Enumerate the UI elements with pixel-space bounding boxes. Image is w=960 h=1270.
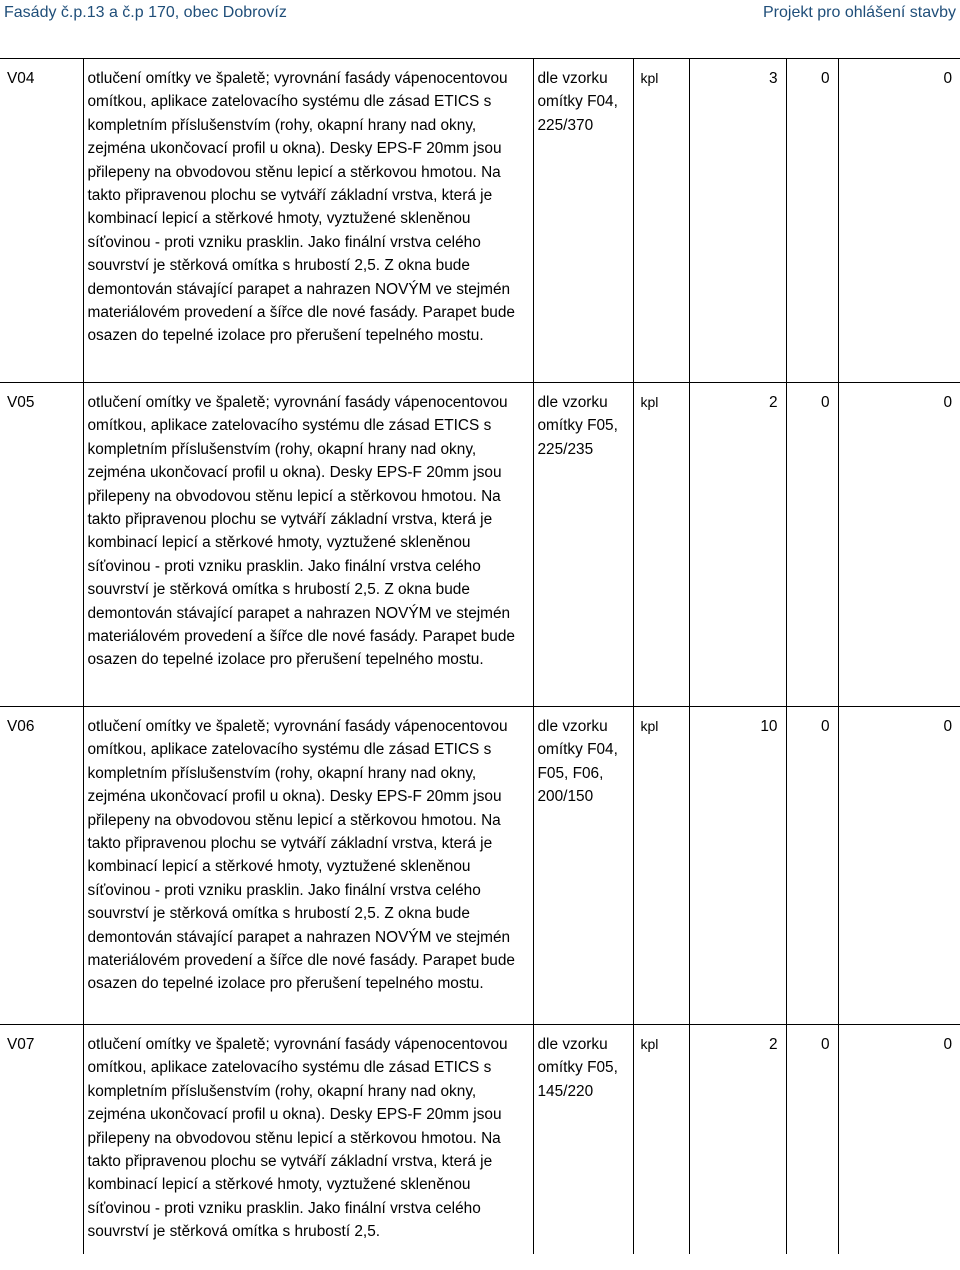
page-header [0,0,960,40]
item-spec-text: dle vzorku omítky F04, F05, F06, 200/150 [537,718,618,806]
item-unit: kpl [633,59,689,383]
item-spec [533,59,633,383]
table-row [0,383,960,707]
item-code: V04 [0,59,83,383]
item-value-2: 0 [838,59,960,383]
item-quantity: 10 [689,707,786,1025]
item-unit: kpl [633,707,689,1025]
item-code: V05 [0,383,83,707]
item-description-text: otlučení omítky ve špaletě; vyrovnání fasády vápenocentovou omítkou, aplikace zatelovacího systému dle zásad ETICS s kompletním příslušenstvím (rohy, okapní hrany nad okny, zejména ukončovací profil u okna). Desky EPS-F 20mm jsou přilepeny na obvodovou stěnu lepicí a stěrkovou hmotou. Na takto připravenou plochu se vytváří základní vrstva, která je kombinací lepicí a stěrkové hmoty, vyztužené skleněnou síťovinou - proti vzniku prasklin. Jako finální vrstva celého souvrství je stěrková omítka s hrubostí 2,5. [87,1036,508,1241]
item-quantity: 2 [689,383,786,707]
item-quantity: 3 [689,59,786,383]
document-title: Fasády č.p.13 a č.p 170, obec Dobrovíz [4,4,287,21]
item-value-1: 0 [786,383,838,707]
item-description-text: otlučení omítky ve špaletě; vyrovnání fasády vápenocentovou omítkou, aplikace zatelovacího systému dle zásad ETICS s kompletním příslušenstvím (rohy, okapní hrany nad okny, zejména ukončovací profil u okna). Desky EPS-F 20mm jsou přilepeny na obvodovou stěnu lepicí a stěrkovou hmotou. Na takto připravenou plochu se vytváří základní vrstva, která je kombinací lepicí a stěrkové hmoty, vyztužené skleněnou síťovinou - proti vzniku prasklin. Jako finální vrstva celého souvrství je stěrková omítka s hrubostí 2,5. Z okna bude demontován stávající parapet a nahrazen NOVÝM ve stejmén materiálovém provedení a šířce dle nové fasády. Parapet bude osazen do tepelné izolace pro přerušení tepelného mostu. [87,70,515,345]
item-value-2: 0 [838,707,960,1025]
item-spec [533,383,633,707]
item-description [83,59,533,383]
item-unit: kpl [633,1025,689,1254]
item-description [83,1025,533,1254]
item-code: V06 [0,707,83,1025]
item-spec-text: dle vzorku omítky F05, 145/220 [537,1036,618,1100]
items-table [0,58,960,1254]
item-description [83,383,533,707]
item-description [83,707,533,1025]
item-value-1: 0 [786,1025,838,1254]
item-value-2: 0 [838,1025,960,1254]
item-quantity: 2 [689,1025,786,1254]
item-spec [533,707,633,1025]
item-spec [533,1025,633,1254]
item-description-text: otlučení omítky ve špaletě; vyrovnání fasády vápenocentovou omítkou, aplikace zatelovacího systému dle zásad ETICS s kompletním příslušenstvím (rohy, okapní hrany nad okny, zejména ukončovací profil u okna). Desky EPS-F 20mm jsou přilepeny na obvodovou stěnu lepicí a stěrkovou hmotou. Na takto připravenou plochu se vytváří základní vrstva, která je kombinací lepicí a stěrkové hmoty, vyztužené skleněnou síťovinou - proti vzniku prasklin. Jako finální vrstva celého souvrství je stěrková omítka s hrubostí 2,5. Z okna bude demontován stávající parapet a nahrazen NOVÝM ve stejmén materiálovém provedení a šířce dle nové fasády. Parapet bude osazen do tepelné izolace pro přerušení tepelného mostu. [87,394,515,669]
item-description-text: otlučení omítky ve špaletě; vyrovnání fasády vápenocentovou omítkou, aplikace zatelovacího systému dle zásad ETICS s kompletním příslušenstvím (rohy, okapní hrany nad okny, zejména ukončovací profil u okna). Desky EPS-F 20mm jsou přilepeny na obvodovou stěnu lepicí a stěrkovou hmotou. Na takto připravenou plochu se vytváří základní vrstva, která je kombinací lepicí a stěrkové hmoty, vyztužené skleněnou síťovinou - proti vzniku prasklin. Jako finální vrstva celého souvrství je stěrková omítka s hrubostí 2,5. Z okna bude demontován stávající parapet a nahrazen NOVÝM ve stejmén materiálovém provedení a šířce dle nové fasády. Parapet bude osazen do tepelné izolace pro přerušení tepelného mostu. [87,718,515,993]
table-row [0,59,960,383]
table-row [0,707,960,1025]
item-spec-text: dle vzorku omítky F04, 225/370 [537,70,618,134]
item-value-2: 0 [838,383,960,707]
table-row [0,1025,960,1254]
item-code: V07 [0,1025,83,1254]
item-unit: kpl [633,383,689,707]
item-value-1: 0 [786,707,838,1025]
item-spec-text: dle vzorku omítky F05, 225/235 [537,394,618,458]
item-value-1: 0 [786,59,838,383]
project-phase-label: Projekt pro ohlášení stavby [763,4,956,21]
